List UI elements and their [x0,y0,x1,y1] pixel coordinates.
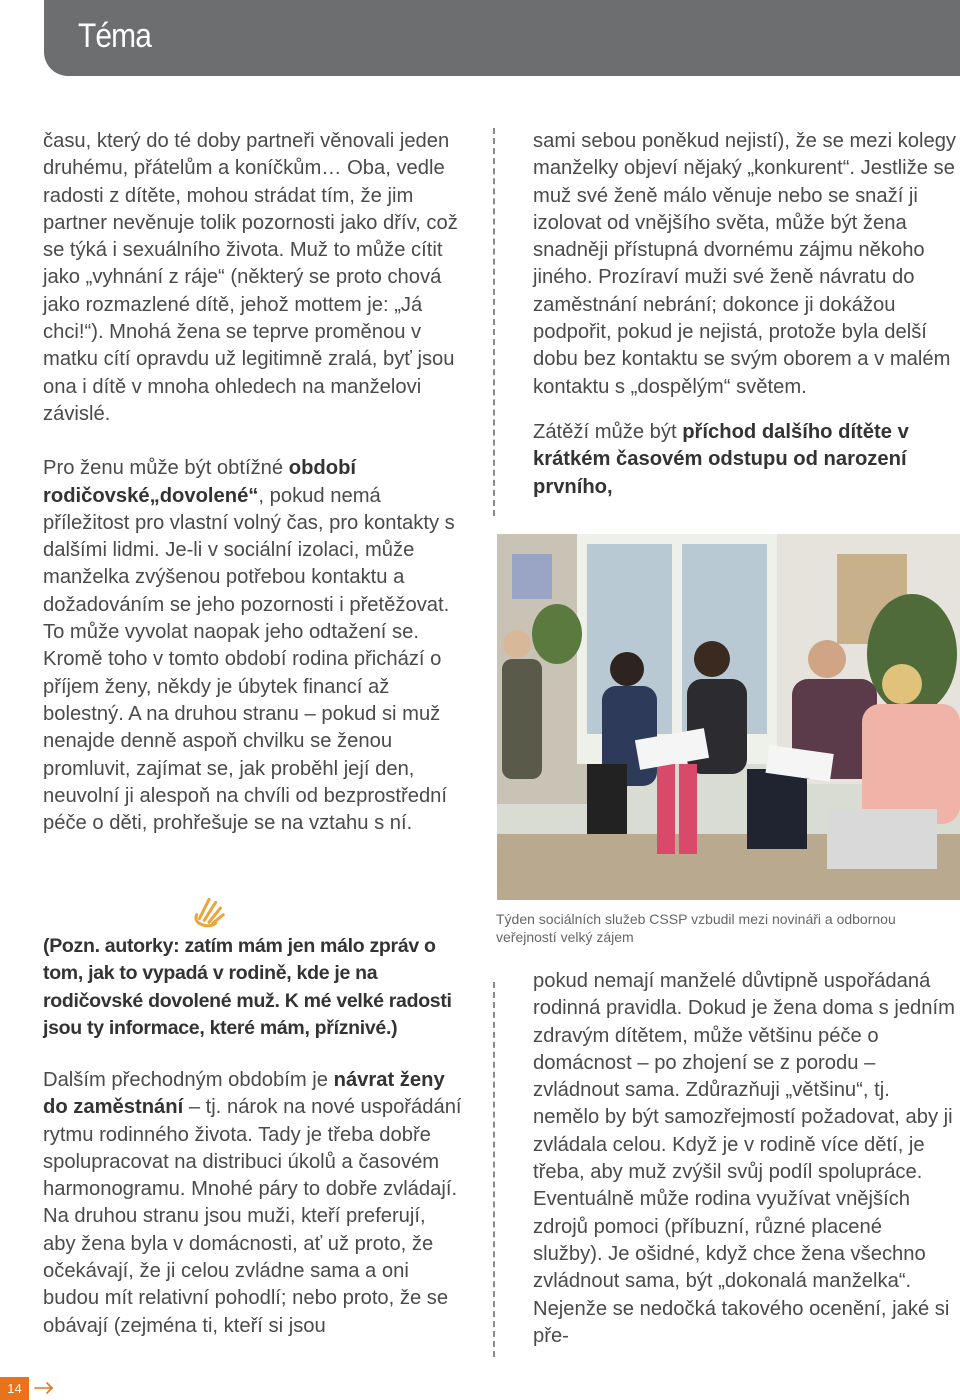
column-divider [493,982,495,1357]
hand-icon [190,890,228,928]
text-run: Dalším přechodným obdobím je [43,1069,334,1091]
text-run: – tj. nárok na nové uspořádání rytmu rodinného života. Tady je třeba dobře spolupracovat na distribuci úkolů a časovém harmonogramu. Mnohé páry to dobře zvládají. Na druhou stranu jsou muži, kteří preferují, aby žena byla v domácnosti, ať už proto, že očekávají, že ji celou zvládne sama a oni budou mít relativní pohodlí; nebo proto, že se obávají (zejména ti, kteří si jsou [43,1096,462,1337]
paragraph: času, který do té doby partneři věnovali jeden druhému, přátelům a koníčkům… Oba, vedle radosti z dítěte, mohou strádat tím, že jim partner nevěnuje tolik pozornosti jako dřív, což se týká i sexuálního života. Muž to může cítit jako „vyhnání z ráje“ (některý se proto chová jako rozmazlené dítě, jehož mottem je: „Já chci!“). Mnohá žena se teprve proměnou v matku cítí opravdu už legitimně zralá, byť jsou ona i dítě v mnoha ohledech na manželovi závislé. [43,130,458,425]
text-run: , pokud nemá příležitost pro vlastní volný čas, pro kontakty s dalšími lidmi. Je-li v sociální izolaci, může manželka zvýšenou potřebou kontaktu a dožadováním se jeho pozornosti i přetěžovat. To může vyvolat naopak jeho odtažení se. Kromě toho v tomto období rodina přichází o příjem ženy, někdy je úbytek financí až bolestný. A na druhou stranu – pokud si muž nenajde denně aspoň chvilku se ženou promluvit, zajímat se, jak proběhl její den, neuvolní ji alespoň na chvíli od bezprostřední péče o děti, prohřešuje se na vztahu s ní. [43,484,455,835]
section-title: Téma [78,17,151,55]
column-right-upper [533,128,957,501]
text-run: Pro ženu může být obtížné [43,457,289,480]
emphasis: návrat ženy do zaměstnání [43,1069,445,1119]
emphasis: příchod dalšího dítěte v krátkém časovém odstupu od narození prvního, [533,420,909,498]
column-right-lower [533,968,957,1350]
emphasis: období rodičovské„dovolené“ [43,457,357,507]
text-run: Zátěží může být [533,420,683,443]
column-left [43,128,458,837]
arrow-right-icon [33,1380,55,1396]
paragraph [533,419,957,501]
header-bar [44,0,960,76]
paragraph [43,455,458,837]
author-note: (Pozn. autorky: zatím mám jen málo zpráv o tom, jak to vypadá v rodině, kde je na rodičovské dovolené muž. K mé velké radosti jsou ty informace, které mám, příznivé.) [43,935,452,1039]
page-number: 14 [0,1377,29,1400]
photo-illustration [497,534,960,900]
event-photo [497,534,960,900]
column-left-lower [43,1067,463,1340]
paragraph: sami sebou poněkud nejistí), že se mezi kolegy manželky objeví nějaký „konkurent“. Jestliže se muž své ženě málo věnuje nebo se snaží ji izolovat od vnějšího světa, může být žena snadněji přístupná dvornému zájmu někoho jiného. Prozíraví muži své ženě návratu do zaměstnání nebrání; dokonce ji dokážou podpořit, pokud je nejistá, protože byla delší dobu bez kontaktu se svým oborem a v malém kontaktu s „dospělým“ světem. [533,130,957,398]
paragraph [43,1067,463,1340]
column-divider [493,128,495,516]
photo-caption: Týden sociálních služeb CSSP vzbudil mezi novináři a odbornou veřejností velký zájem [496,911,896,945]
paragraph: pokud nemají manželé důvtipně uspořádaná rodinná pravidla. Dokud je žena doma s jedním zdravým dítětem, může většinu péče o domácnost – po zhojení se z porodu – zvládnout sama. Zdůrazňuji „většinu“, tj. nemělo by být samozřejmostí požadovat, aby ji zvládala celou. Když je v rodině více dětí, je třeba, aby muž zvýšil svůj podíl spolupráce. Eventuálně může rodina využívat vnějších zdrojů pomoci (příbuzní, různé placené služby). Je ošidné, když chce žena všechno zvládnout sama, být „dokonalá manželka“. Nejenže se nedočká takového ocenění, jaké si pře- [533,970,955,1347]
